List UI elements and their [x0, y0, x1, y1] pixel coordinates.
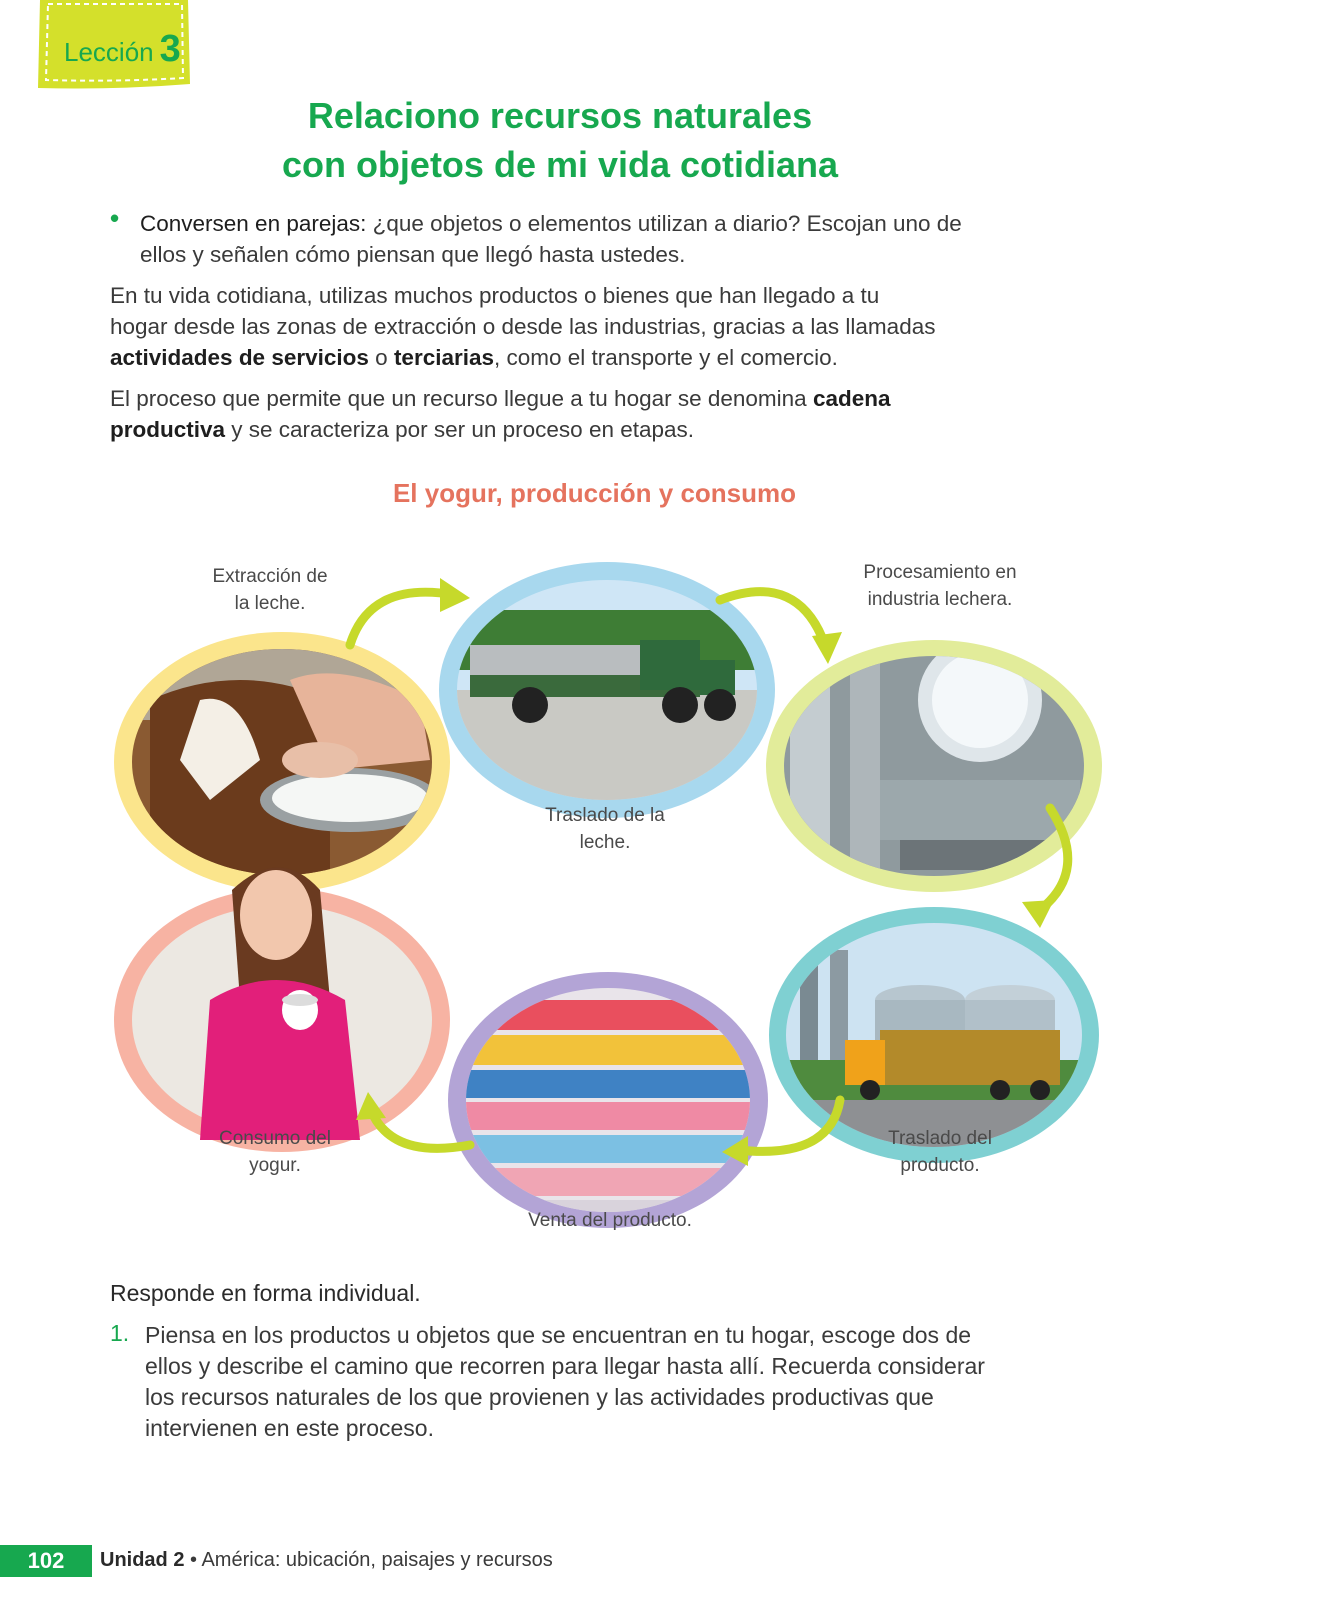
- step-3-ring: [766, 638, 1102, 892]
- caption-traslado-producto: Traslado del producto.: [888, 1128, 992, 1176]
- caption-procesamiento: Procesamiento en industria lechera.: [863, 562, 1017, 610]
- lesson-number: 3: [159, 28, 181, 70]
- bullet-text: Conversen en parejas: ¿que objetos o elementos utilizan a diario? Escojan uno de ellos y señalen cómo piensan que llegó hasta ustedes.: [140, 211, 962, 267]
- footer-unit: Unidad 2: [100, 1549, 185, 1571]
- footer-text: Unidad 2 • América: ubicación, paisajes y recursos: [100, 1549, 553, 1571]
- page-title-line-2: con objetos de mi vida cotidiana: [281, 144, 839, 185]
- caption-extraccion: Extracción de la leche.: [212, 566, 328, 614]
- activity-intro: Responde en forma individual.: [110, 1280, 421, 1306]
- diagram-title: El yogur, producción y consumo: [392, 478, 797, 508]
- paragraph-2: El proceso que permite que un recurso llegue a tu hogar se denomina cadena productiva y se caracteriza por ser un proceso en etapas.: [110, 386, 891, 442]
- page-title-line-1: Relaciono recursos naturales: [307, 95, 813, 136]
- question-number: 1.: [110, 1320, 130, 1346]
- bullet-lead: Conversen en parejas:: [140, 211, 367, 236]
- footer-topic: América: ubicación, paisajes y recursos: [201, 1549, 553, 1571]
- step-6-ring: [114, 868, 450, 1153]
- question-text: Piensa en los productos u objetos que se encuentran en tu hogar, escoge dos de ellos y describe el camino que recorren para llegar hasta allí. Recuerda considerar los recursos naturales de los que provienen y las actividades productivas que intervienen en este proceso.: [145, 1322, 985, 1441]
- term-cadena: cadena: [812, 386, 891, 411]
- caption-traslado-leche: Traslado de la leche.: [545, 805, 665, 853]
- arrow-1-to-2: [350, 592, 455, 645]
- page-number: 102: [0, 1545, 92, 1577]
- term-servicios: actividades de servicios: [110, 345, 369, 370]
- caption-consumo: Consumo del yogur.: [219, 1128, 331, 1176]
- step-1-ring: [114, 632, 450, 892]
- arrowhead-1: [440, 578, 470, 612]
- term-terciarias: terciarias: [393, 345, 495, 370]
- paragraph-1: En tu vida cotidiana, utilizas muchos productos o bienes que han llegado a tu hogar desde las zonas de extracción o desde las industrias, gracias a las llamadas actividades de servicios o terciarias, como el transporte y el comercio.: [110, 283, 936, 370]
- caption-venta: Venta del producto.: [528, 1210, 692, 1231]
- lesson-label: Lección 3: [64, 28, 181, 70]
- bullet-icon: •: [110, 203, 120, 233]
- term-productiva: productiva: [110, 417, 226, 442]
- arrowhead-3: [1022, 900, 1054, 928]
- step-5-ring: [448, 972, 770, 1228]
- arrowhead-2: [812, 632, 842, 664]
